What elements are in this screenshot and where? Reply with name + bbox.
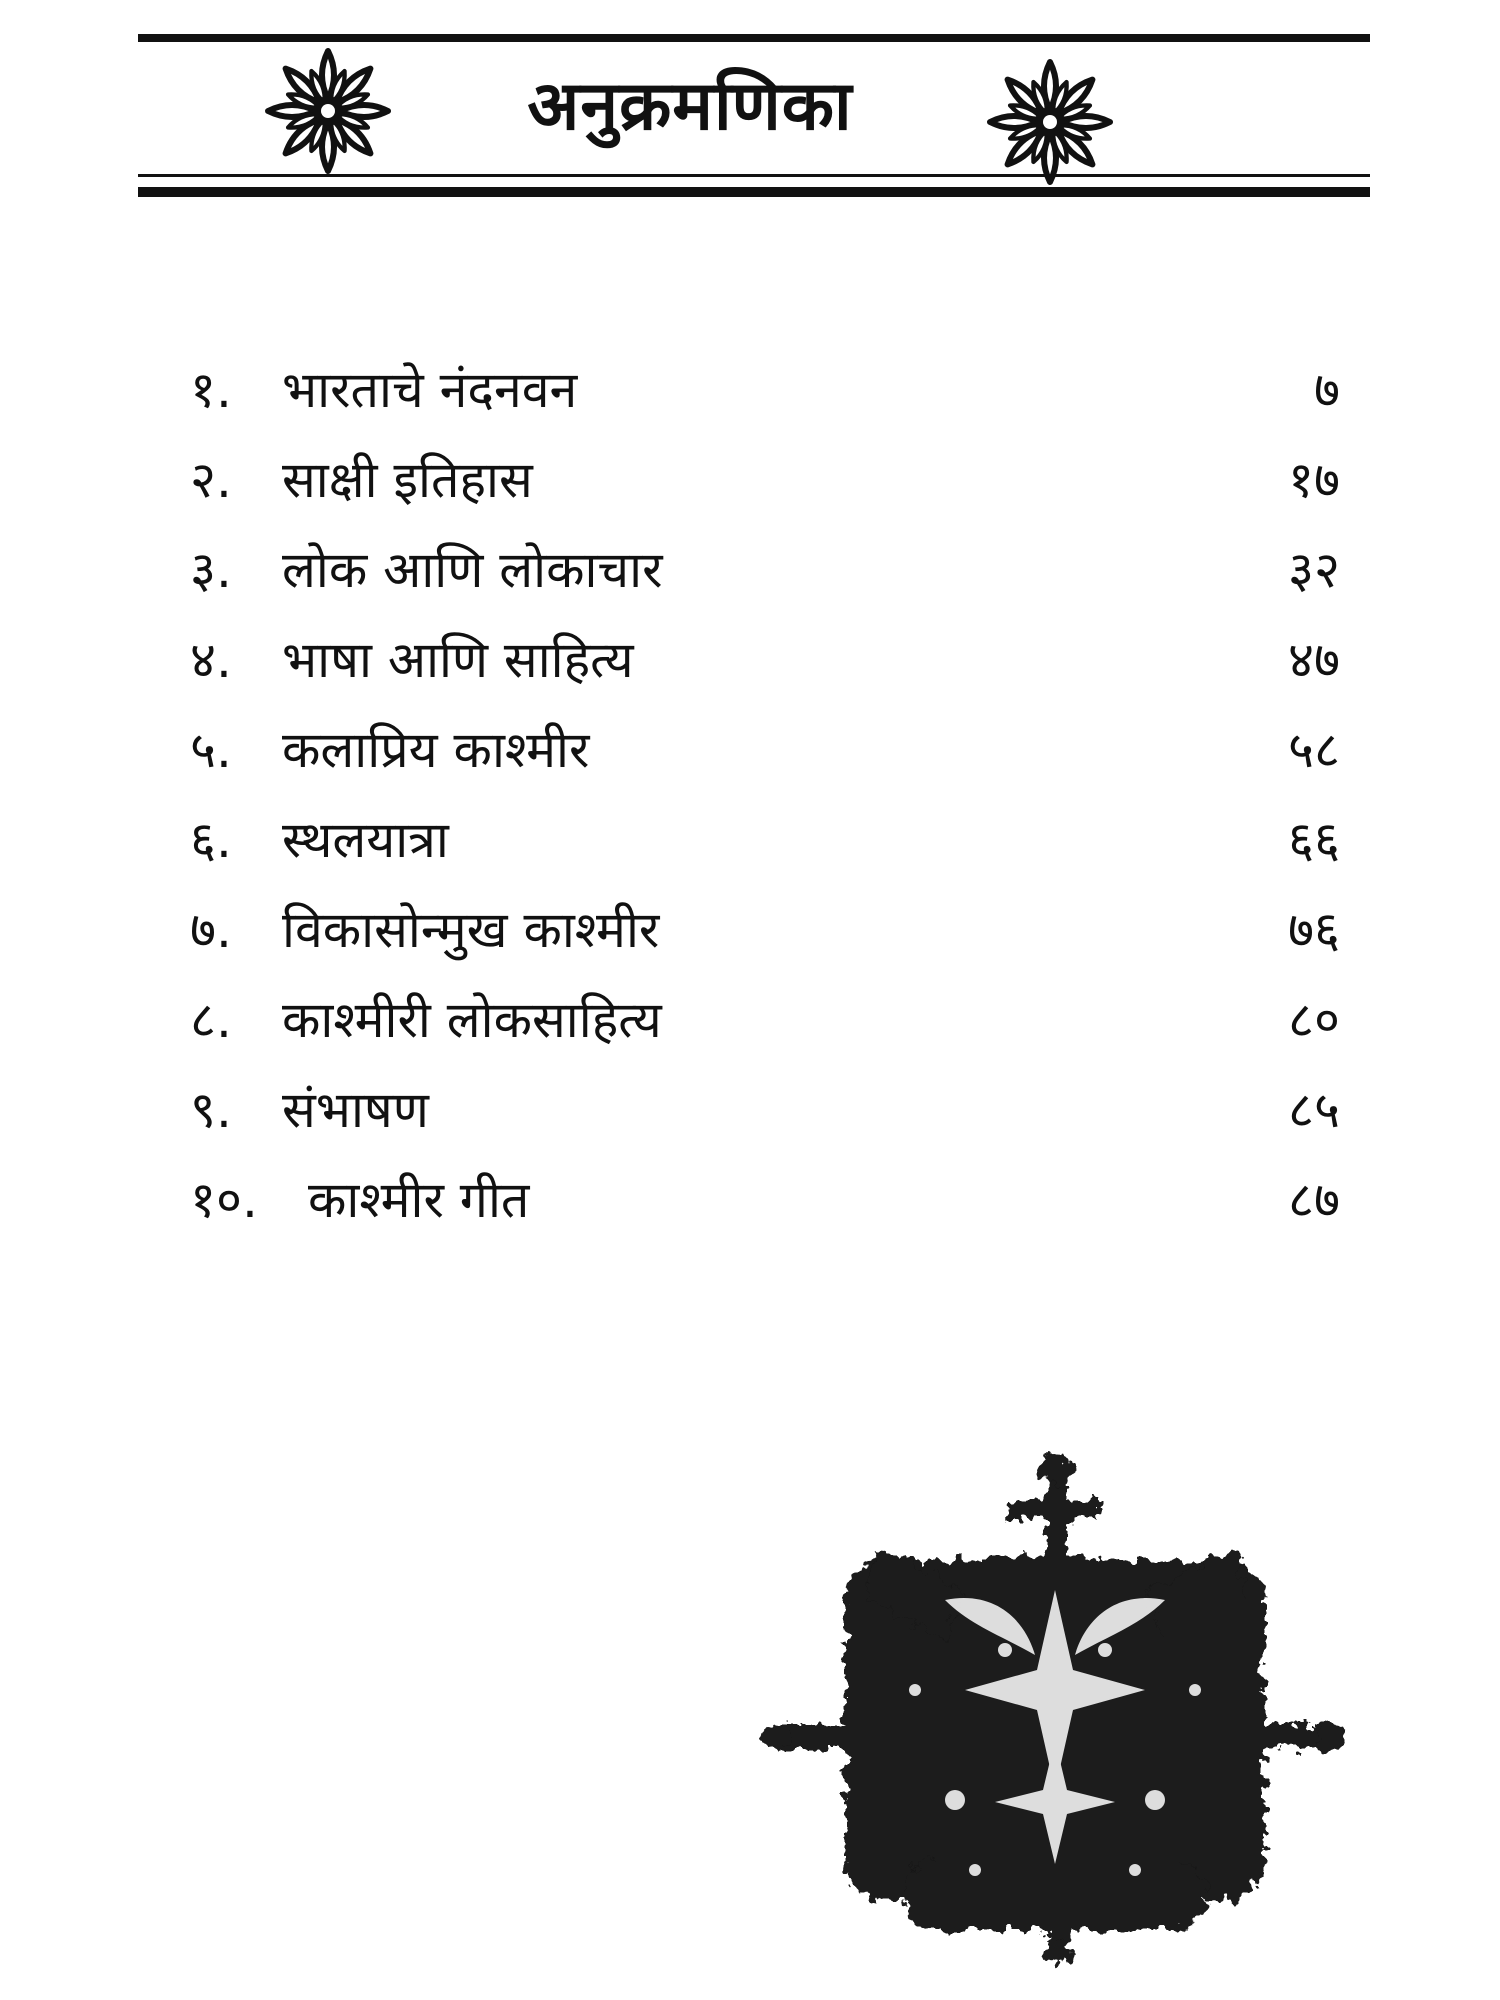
ornament-icon xyxy=(755,1440,1355,1970)
toc-entry-page: ५८ xyxy=(1288,721,1340,779)
toc-list xyxy=(190,345,1340,1245)
toc-entry[interactable] xyxy=(190,1155,1340,1245)
toc-entry-number: ६. xyxy=(190,811,232,869)
toc-entry-title: काश्मीर गीत xyxy=(308,1171,530,1229)
toc-entry[interactable] xyxy=(190,975,1340,1065)
toc-entry[interactable] xyxy=(190,615,1340,705)
toc-entry[interactable] xyxy=(190,345,1340,435)
toc-entry-number: ५. xyxy=(190,721,232,779)
toc-entry-title: भारताचे नंदनवन xyxy=(282,361,578,419)
toc-entry-title: विकासोन्मुख काश्मीर xyxy=(282,901,660,959)
toc-entry-number: ७. xyxy=(190,901,232,959)
toc-entry-title: काश्मीरी लोकसाहित्य xyxy=(282,991,662,1049)
toc-entry-number: १०. xyxy=(190,1171,258,1229)
toc-entry-page: ८५ xyxy=(1288,1081,1340,1139)
toc-entry-page: ४७ xyxy=(1288,631,1340,689)
toc-entry-page: ८७ xyxy=(1288,1171,1340,1229)
toc-entry-page: १७ xyxy=(1288,451,1340,509)
toc-entry-title: भाषा आणि साहित्य xyxy=(282,631,634,689)
toc-entry-number: २. xyxy=(190,451,232,509)
toc-entry-title: संभाषण xyxy=(282,1081,429,1139)
toc-entry[interactable] xyxy=(190,1065,1340,1155)
toc-entry-number: १. xyxy=(190,361,232,419)
toc-entry-page: ६६ xyxy=(1288,811,1340,869)
toc-entry-number: ८. xyxy=(190,991,232,1049)
toc-entry[interactable] xyxy=(190,885,1340,975)
toc-entry[interactable] xyxy=(190,705,1340,795)
flower-icon xyxy=(263,46,393,176)
toc-entry-number: ४. xyxy=(190,631,232,689)
toc-entry-page: ७६ xyxy=(1288,901,1340,959)
toc-entry-title: लोक आणि लोकाचार xyxy=(282,541,663,599)
toc-entry-page: ३२ xyxy=(1288,541,1340,599)
toc-entry-number: ३. xyxy=(190,541,232,599)
header-rule-top xyxy=(138,34,1370,42)
flower-icon xyxy=(985,57,1115,187)
toc-entry[interactable] xyxy=(190,525,1340,615)
page-title: अनुक्रमणिका xyxy=(527,67,853,146)
toc-entry-number: ९. xyxy=(190,1081,232,1139)
toc-entry-page: ८० xyxy=(1288,991,1340,1049)
header-rule-bottom xyxy=(138,187,1370,197)
toc-entry-title: कलाप्रिय काश्मीर xyxy=(282,721,590,779)
header-rule-mid xyxy=(138,174,1370,177)
toc-entry[interactable] xyxy=(190,795,1340,885)
toc-entry-title: साक्षी इतिहास xyxy=(282,451,533,509)
toc-entry-title: स्थलयात्रा xyxy=(282,811,449,869)
toc-entry[interactable] xyxy=(190,435,1340,525)
toc-entry-page: ७ xyxy=(1314,361,1340,419)
